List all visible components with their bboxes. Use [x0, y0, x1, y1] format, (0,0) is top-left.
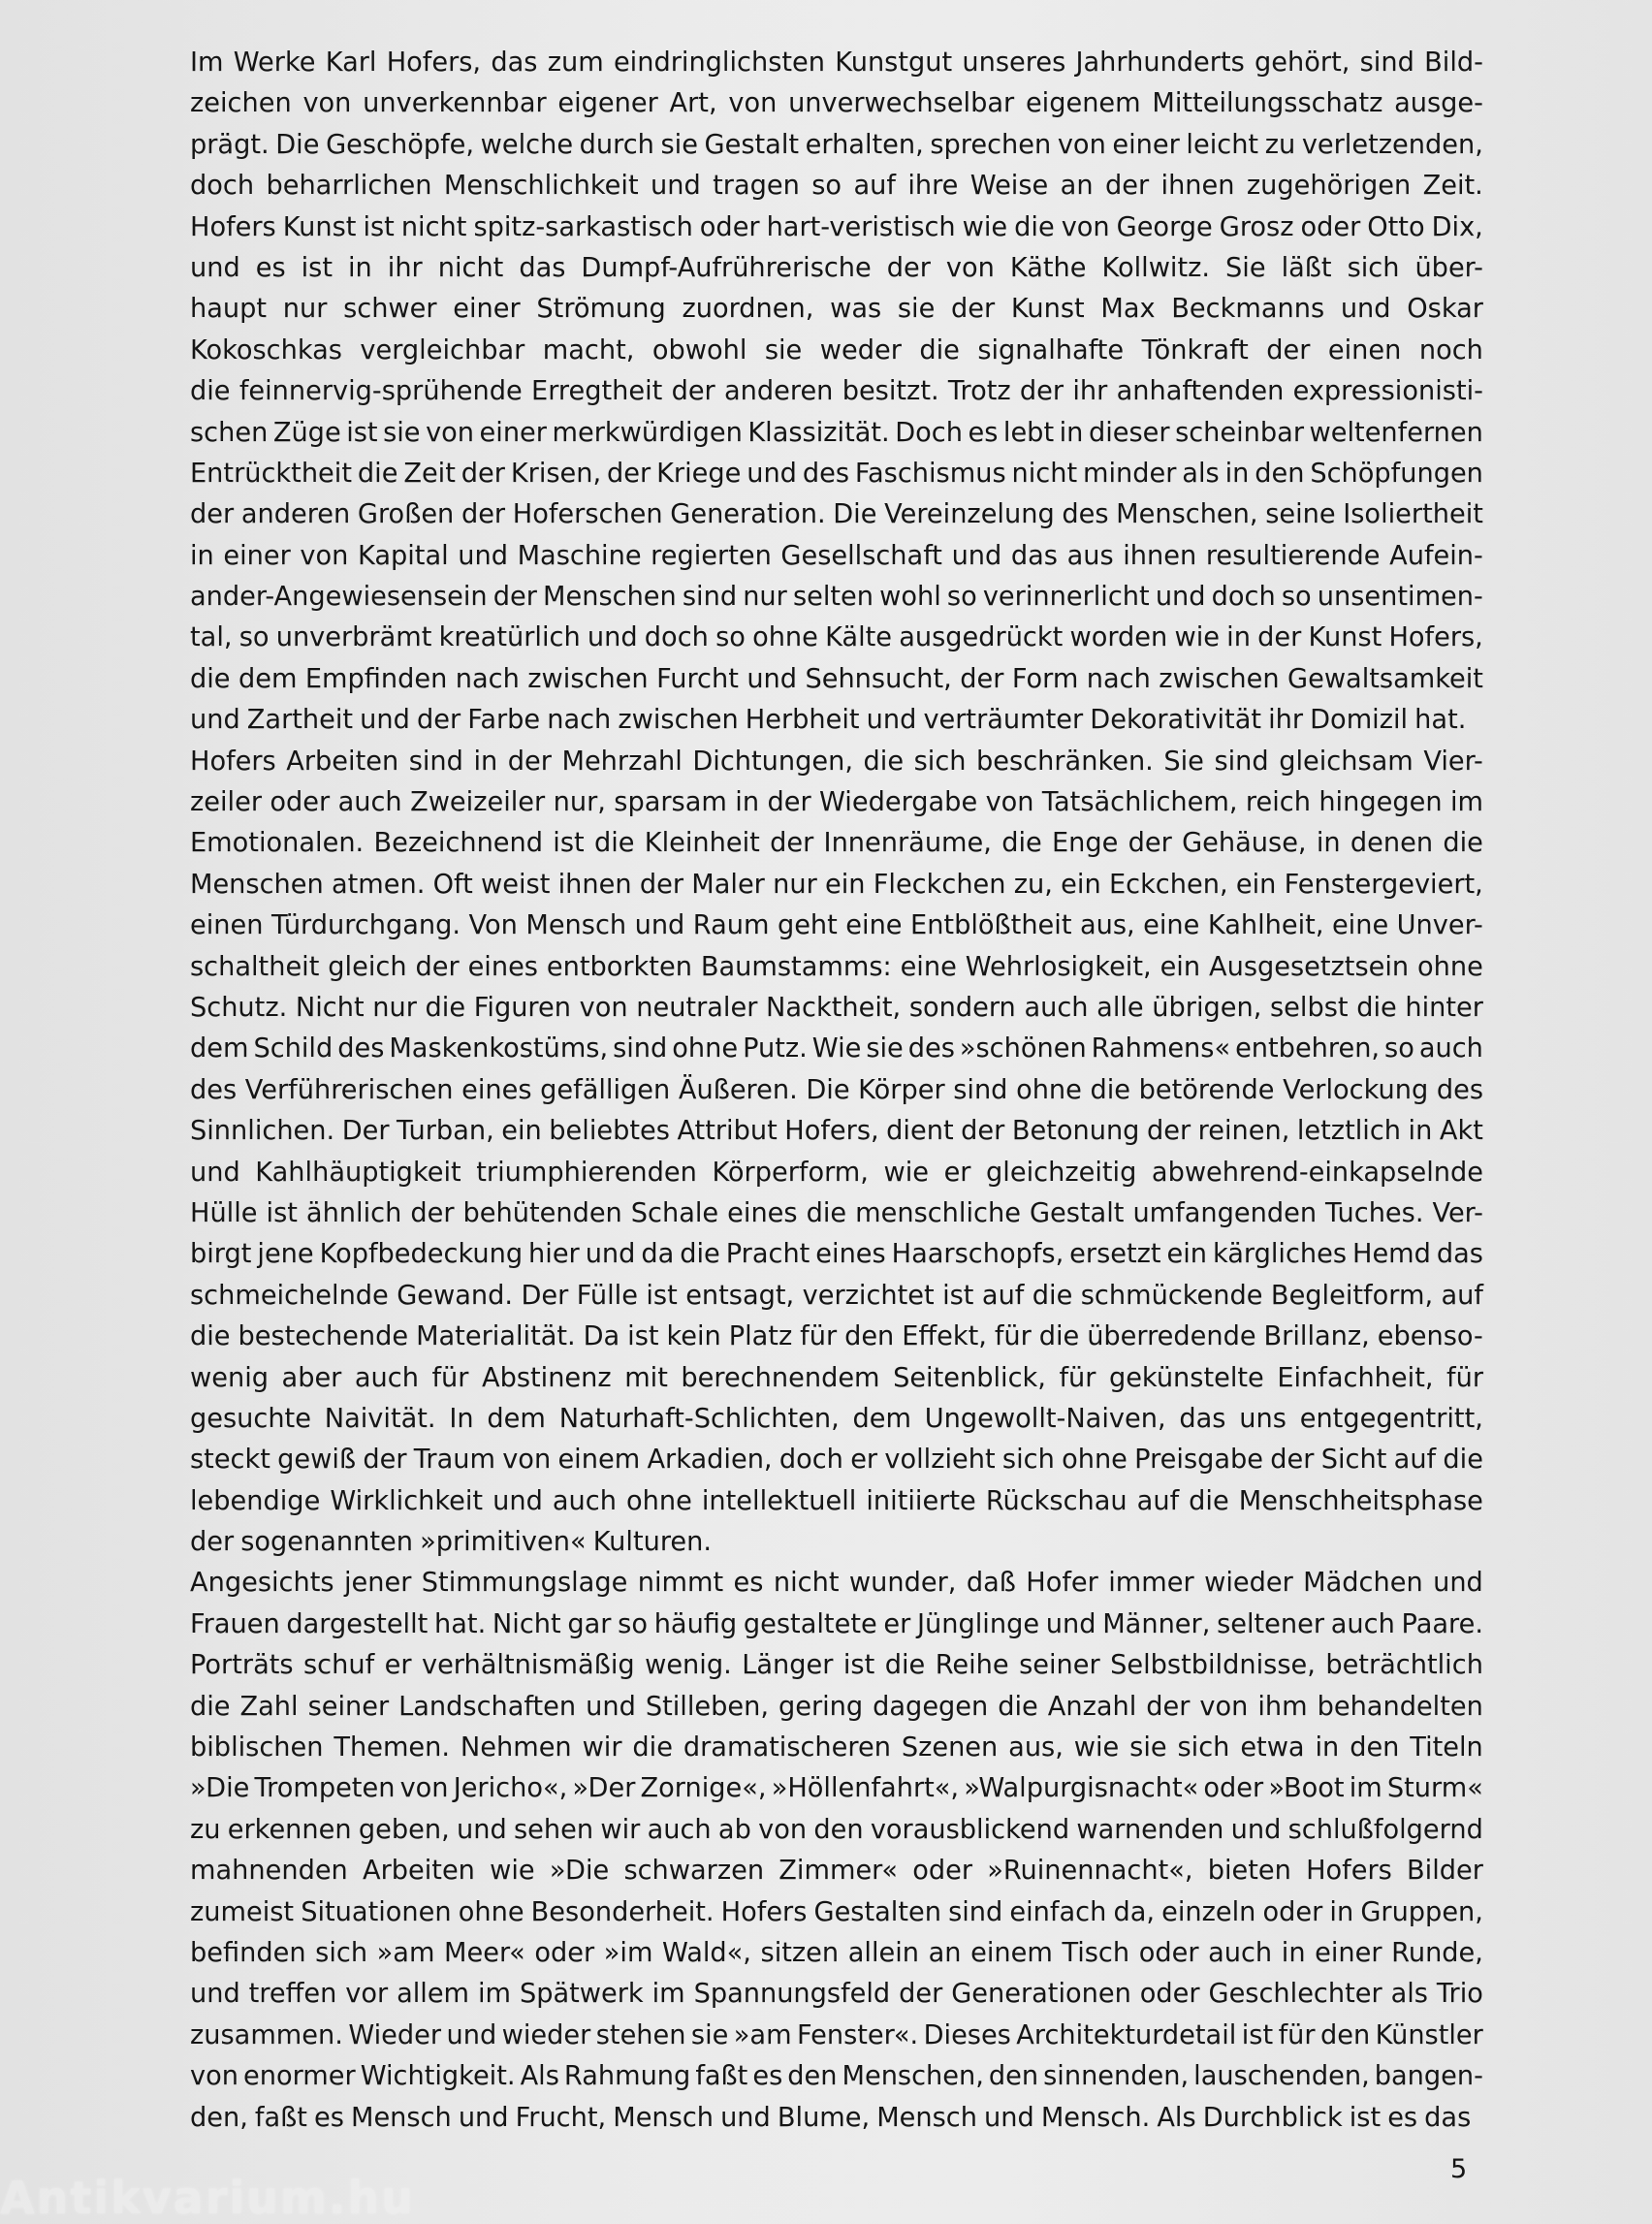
text-line: und treffen vor allem im Spätwerk im Spannungsfeld der Generationen oder Geschlechter als Trio	[190, 1979, 1483, 2010]
paragraph	[190, 1563, 1483, 2138]
text-line: der sogenannten »primitiven« Kulturen.	[190, 1527, 713, 1558]
text-line: und es ist in ihr nicht das Dumpf-Aufrührerische der von Käthe Kollwitz. Sie läßt sich über-	[190, 252, 1483, 283]
text-line: die Zahl seiner Landschaften und Stilleben, gering dagegen die Anzahl der von ihm behandelten	[190, 1691, 1483, 1722]
text-line: schaltheit gleich der eines entborkten Baumstamms: eine Wehrlosigkeit, ein Ausgesetztsein ohne	[190, 951, 1483, 982]
text-line: und Kahlhäuptigkeit triumphierenden Körperform, wie er gleichzeitig abwehrend-einkapselnde	[190, 1157, 1483, 1188]
text-line: Schutz. Nicht nur die Figuren von neutraler Nacktheit, sondern auch alle übrigen, selbst die hinter	[190, 992, 1483, 1023]
page-number: 5	[1450, 2154, 1468, 2184]
paragraph	[190, 43, 1483, 742]
text-line: Kokoschkas vergleichbar macht, obwohl sie weder die signalhafte Tönkraft der einen noch	[190, 334, 1483, 365]
text-line: und Zartheit und der Farbe nach zwischen Herbheit und verträumter Dekorativität ihr Domizil hat.	[190, 705, 1467, 736]
text-line: haupt nur schwer einer Strömung zuordnen, was sie der Kunst Max Beckmanns und Oskar	[190, 294, 1483, 325]
text-line: prägt. Die Geschöpfe, welche durch sie Gestalt erhalten, sprechen von einer leicht zu verletzenden,	[190, 129, 1483, 160]
text-line: Sinnlichen. Der Turban, ein beliebtes Attribut Hofers, dient der Betonung der reinen, letztlich in Akt	[190, 1116, 1483, 1147]
text-line: dem Schild des Maskenkostüms, sind ohne Putz. Wie sie des »schönen Rahmens« entbehren, so auch	[190, 1033, 1483, 1064]
text-line: in einer von Kapital und Maschine regierten Gesellschaft und das aus ihnen resultierende Aufein-	[190, 540, 1483, 571]
text-line: die dem Empfinden nach zwischen Furcht und Sehnsucht, der Form nach zwischen Gewaltsamkeit	[190, 663, 1483, 694]
text-line: Im Werke Karl Hofers, das zum eindringlichsten Kunstgut unseres Jahrhunderts gehört, sind Bild-	[190, 48, 1483, 78]
text-line: Frauen dargestellt hat. Nicht gar so häufig gestaltete er Jünglinge und Männer, seltener auch Paare.	[190, 1608, 1483, 1639]
text-line: lebendige Wirklichkeit und auch ohne intellektuell initiierte Rückschau auf die Menschheitsphase	[190, 1485, 1483, 1516]
text-line: zusammen. Wieder und wieder stehen sie »am Fenster«. Dieses Architekturdetail ist für den Künstler	[190, 2019, 1483, 2050]
text-line: mahnenden Arbeiten wie »Die schwarzen Zimmer« oder »Ruinennacht«, bieten Hofers Bilder	[190, 1856, 1483, 1887]
text-line: ander-Angewiesensein der Menschen sind nur selten wohl so verinnerlicht und doch so unsentimen-	[190, 582, 1483, 613]
body-text	[190, 43, 1483, 2139]
text-line: die feinnervig-sprühende Erregtheit der anderen besitzt. Trotz der ihr anhaftenden expressionisti-	[190, 376, 1483, 407]
text-line: Emotionalen. Bezeichnend ist die Kleinheit der Innenräume, die Enge der Gehäuse, in denen die	[190, 828, 1483, 859]
text-line: Hofers Arbeiten sind in der Mehrzahl Dichtungen, die sich beschränken. Sie sind gleichsam Vier-	[190, 746, 1483, 777]
text-line: Angesichts jener Stimmungslage nimmt es nicht wunder, daß Hofer immer wieder Mädchen und	[190, 1568, 1483, 1599]
text-line: zumeist Situationen ohne Besonderheit. Hofers Gestalten sind einfach da, einzeln oder in Gruppen,	[190, 1896, 1483, 1927]
text-line: steckt gewiß der Traum von einem Arkadien, doch er vollzieht sich ohne Preisgabe der Sicht auf die	[190, 1445, 1483, 1476]
text-line: schmeichelnde Gewand. Der Fülle ist entsagt, verzichtet ist auf die schmückende Begleitform, auf	[190, 1280, 1483, 1311]
text-line: gesuchte Naivität. In dem Naturhaft-Schlichten, dem Ungewollt-Naiven, das uns entgegentritt,	[190, 1403, 1483, 1434]
text-line: Hofers Kunst ist nicht spitz-sarkastisch oder hart-veristisch wie die von George Grosz oder Otto Dix,	[190, 211, 1483, 242]
text-line: birgt jene Kopfbedeckung hier und da die Pracht eines Haarschopfs, ersetzt ein kärgliches Hemd das	[190, 1239, 1483, 1270]
paragraph	[190, 742, 1483, 1564]
text-line: wenig aber auch für Abstinenz mit berechnendem Seitenblick, für gekünstelte Einfachheit, für	[190, 1362, 1483, 1393]
text-line: Hülle ist ähnlich der behütenden Schale eines die menschliche Gestalt umfangenden Tuches. Ver-	[190, 1197, 1483, 1228]
text-line: Menschen atmen. Oft weist ihnen der Maler nur ein Fleckchen zu, ein Eckchen, ein Fenstergeviert,	[190, 869, 1483, 900]
text-line: doch beharrlichen Menschlichkeit und tragen so auf ihre Weise an der ihnen zugehörigen Zeit.	[190, 171, 1483, 202]
text-line: von enormer Wichtigkeit. Als Rahmung faßt es den Menschen, den sinnenden, lauschenden, bangen-	[190, 2061, 1483, 2092]
text-line: zeichen von unverkennbar eigener Art, von unverwechselbar eigenem Mitteilungsschatz ausge-	[190, 88, 1483, 119]
text-line: zu erkennen geben, und sehen wir auch ab von den vorausblickend warnenden und schlußfolgernd	[190, 1814, 1483, 1845]
text-line: Porträts schuf er verhältnismäßig wenig. Länger ist die Reihe seiner Selbstbildnisse, beträchtlich	[190, 1650, 1483, 1681]
text-line: die bestechende Materialität. Da ist kein Platz für den Effekt, für die überredende Brillanz, ebenso-	[190, 1321, 1483, 1352]
text-line: des Verführerischen eines gefälligen Äußeren. Die Körper sind ohne die betörende Verlockung des	[190, 1074, 1483, 1105]
watermark: Antikvarium.hu	[0, 2172, 415, 2224]
text-line: biblischen Themen. Nehmen wir die dramatischeren Szenen aus, wie sie sich etwa in den Titeln	[190, 1732, 1483, 1763]
text-line: »Die Trompeten von Jericho«, »Der Zornige«, »Höllenfahrt«, »Walpurgisnacht« oder »Boot im Sturm«	[190, 1773, 1483, 1804]
text-line: Entrücktheit die Zeit der Krisen, der Kriege und des Faschismus nicht minder als in den Schöpfungen	[190, 458, 1483, 489]
text-line: den, faßt es Mensch und Frucht, Mensch und Blume, Mensch und Mensch. Als Durchblick ist es das	[190, 2102, 1472, 2133]
text-line: tal, so unverbrämt kreatürlich und doch so ohne Kälte ausgedrückt worden wie in der Kunst Hofers,	[190, 622, 1483, 653]
text-line: einen Türdurchgang. Von Mensch und Raum geht eine Entblößtheit aus, eine Kahlheit, eine Unver-	[190, 910, 1483, 941]
text-line: der anderen Großen der Hoferschen Generation. Die Vereinzelung des Menschen, seine Isoliertheit	[190, 499, 1483, 530]
text-line: zeiler oder auch Zweizeiler nur, sparsam in der Wiedergabe von Tatsächlichem, reich hingegen im	[190, 787, 1483, 818]
book-page	[190, 43, 1483, 2185]
text-line: befinden sich »am Meer« oder »im Wald«, sitzen allein an einem Tisch oder auch in einer Runde,	[190, 1937, 1483, 1968]
text-line: schen Züge ist sie von einer merkwürdigen Klassizität. Doch es lebt in dieser scheinbar weltenfernen	[190, 417, 1483, 448]
